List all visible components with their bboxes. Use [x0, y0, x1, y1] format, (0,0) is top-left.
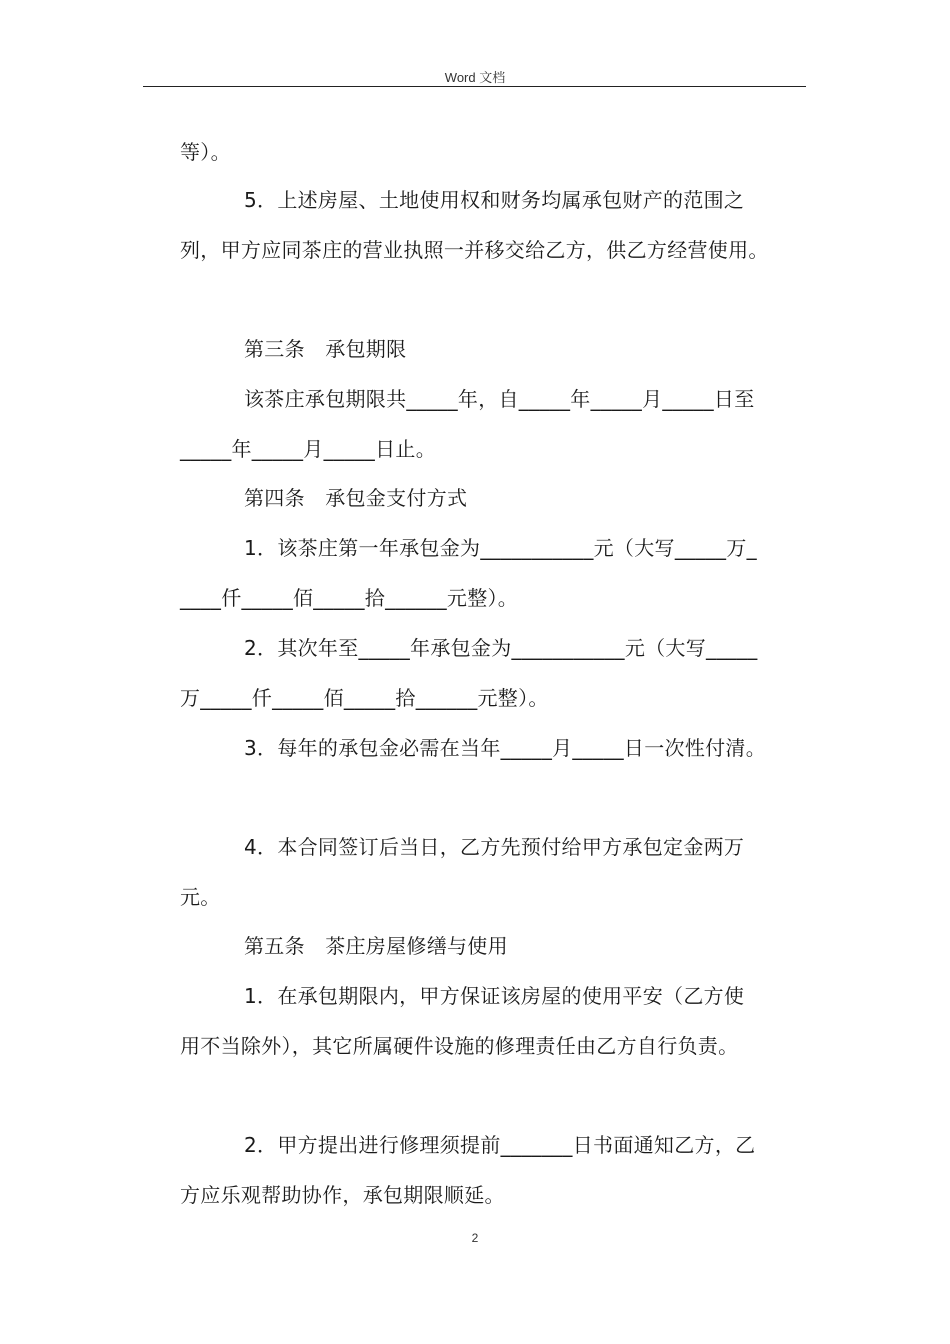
text-line: 万_____仟_____佰_____拾______元整）。 — [180, 686, 549, 710]
text-line: 2．甲方提出进行修理须提前_______日书面通知乙方，乙 — [244, 1133, 756, 1157]
text-line: 4．本合同签订后当日，乙方先预付给甲方承包定金两万 — [244, 835, 745, 859]
text-line: 方应乐观帮助协作，承包期限顺延。 — [180, 1183, 505, 1207]
text-line: _____年_____月_____日止。 — [180, 437, 436, 461]
header-divider — [143, 86, 806, 87]
text-line: 3．每年的承包金必需在当年_____月_____日一次性付清。 — [244, 736, 767, 760]
header-title: Word 文档 — [444, 70, 506, 85]
text-line: 1．在承包期限内，甲方保证该房屋的使用平安（乙方使 — [244, 984, 745, 1008]
text-line: 2．其次年至_____年承包金为___________元（大写_____ — [244, 636, 758, 660]
section-heading: 第三条 承包期限 — [244, 337, 407, 361]
text-line: 列，甲方应同茶庄的营业执照一并移交给乙方，供乙方经营使用。 — [180, 238, 769, 262]
section-heading: 第五条 茶庄房屋修缮与使用 — [244, 934, 508, 958]
text-line: 等）。 — [180, 140, 231, 164]
text-line: 1．该茶庄第一年承包金为___________元（大写_____万_ — [244, 536, 757, 560]
section-heading: 第四条 承包金支付方式 — [244, 486, 468, 510]
text-line: 该茶庄承包期限共_____年，自_____年_____月_____日至 — [244, 387, 755, 411]
text-line: ____仟_____佰_____拾______元整）。 — [180, 586, 519, 610]
text-line: 用不当除外），其它所属硬件设施的修理责任由乙方自行负责。 — [180, 1034, 739, 1058]
text-line: 5．上述房屋、土地使用权和财务均属承包财产的范围之 — [244, 188, 745, 212]
text-line: 元。 — [180, 885, 221, 909]
page-number: 2 — [471, 1231, 479, 1245]
